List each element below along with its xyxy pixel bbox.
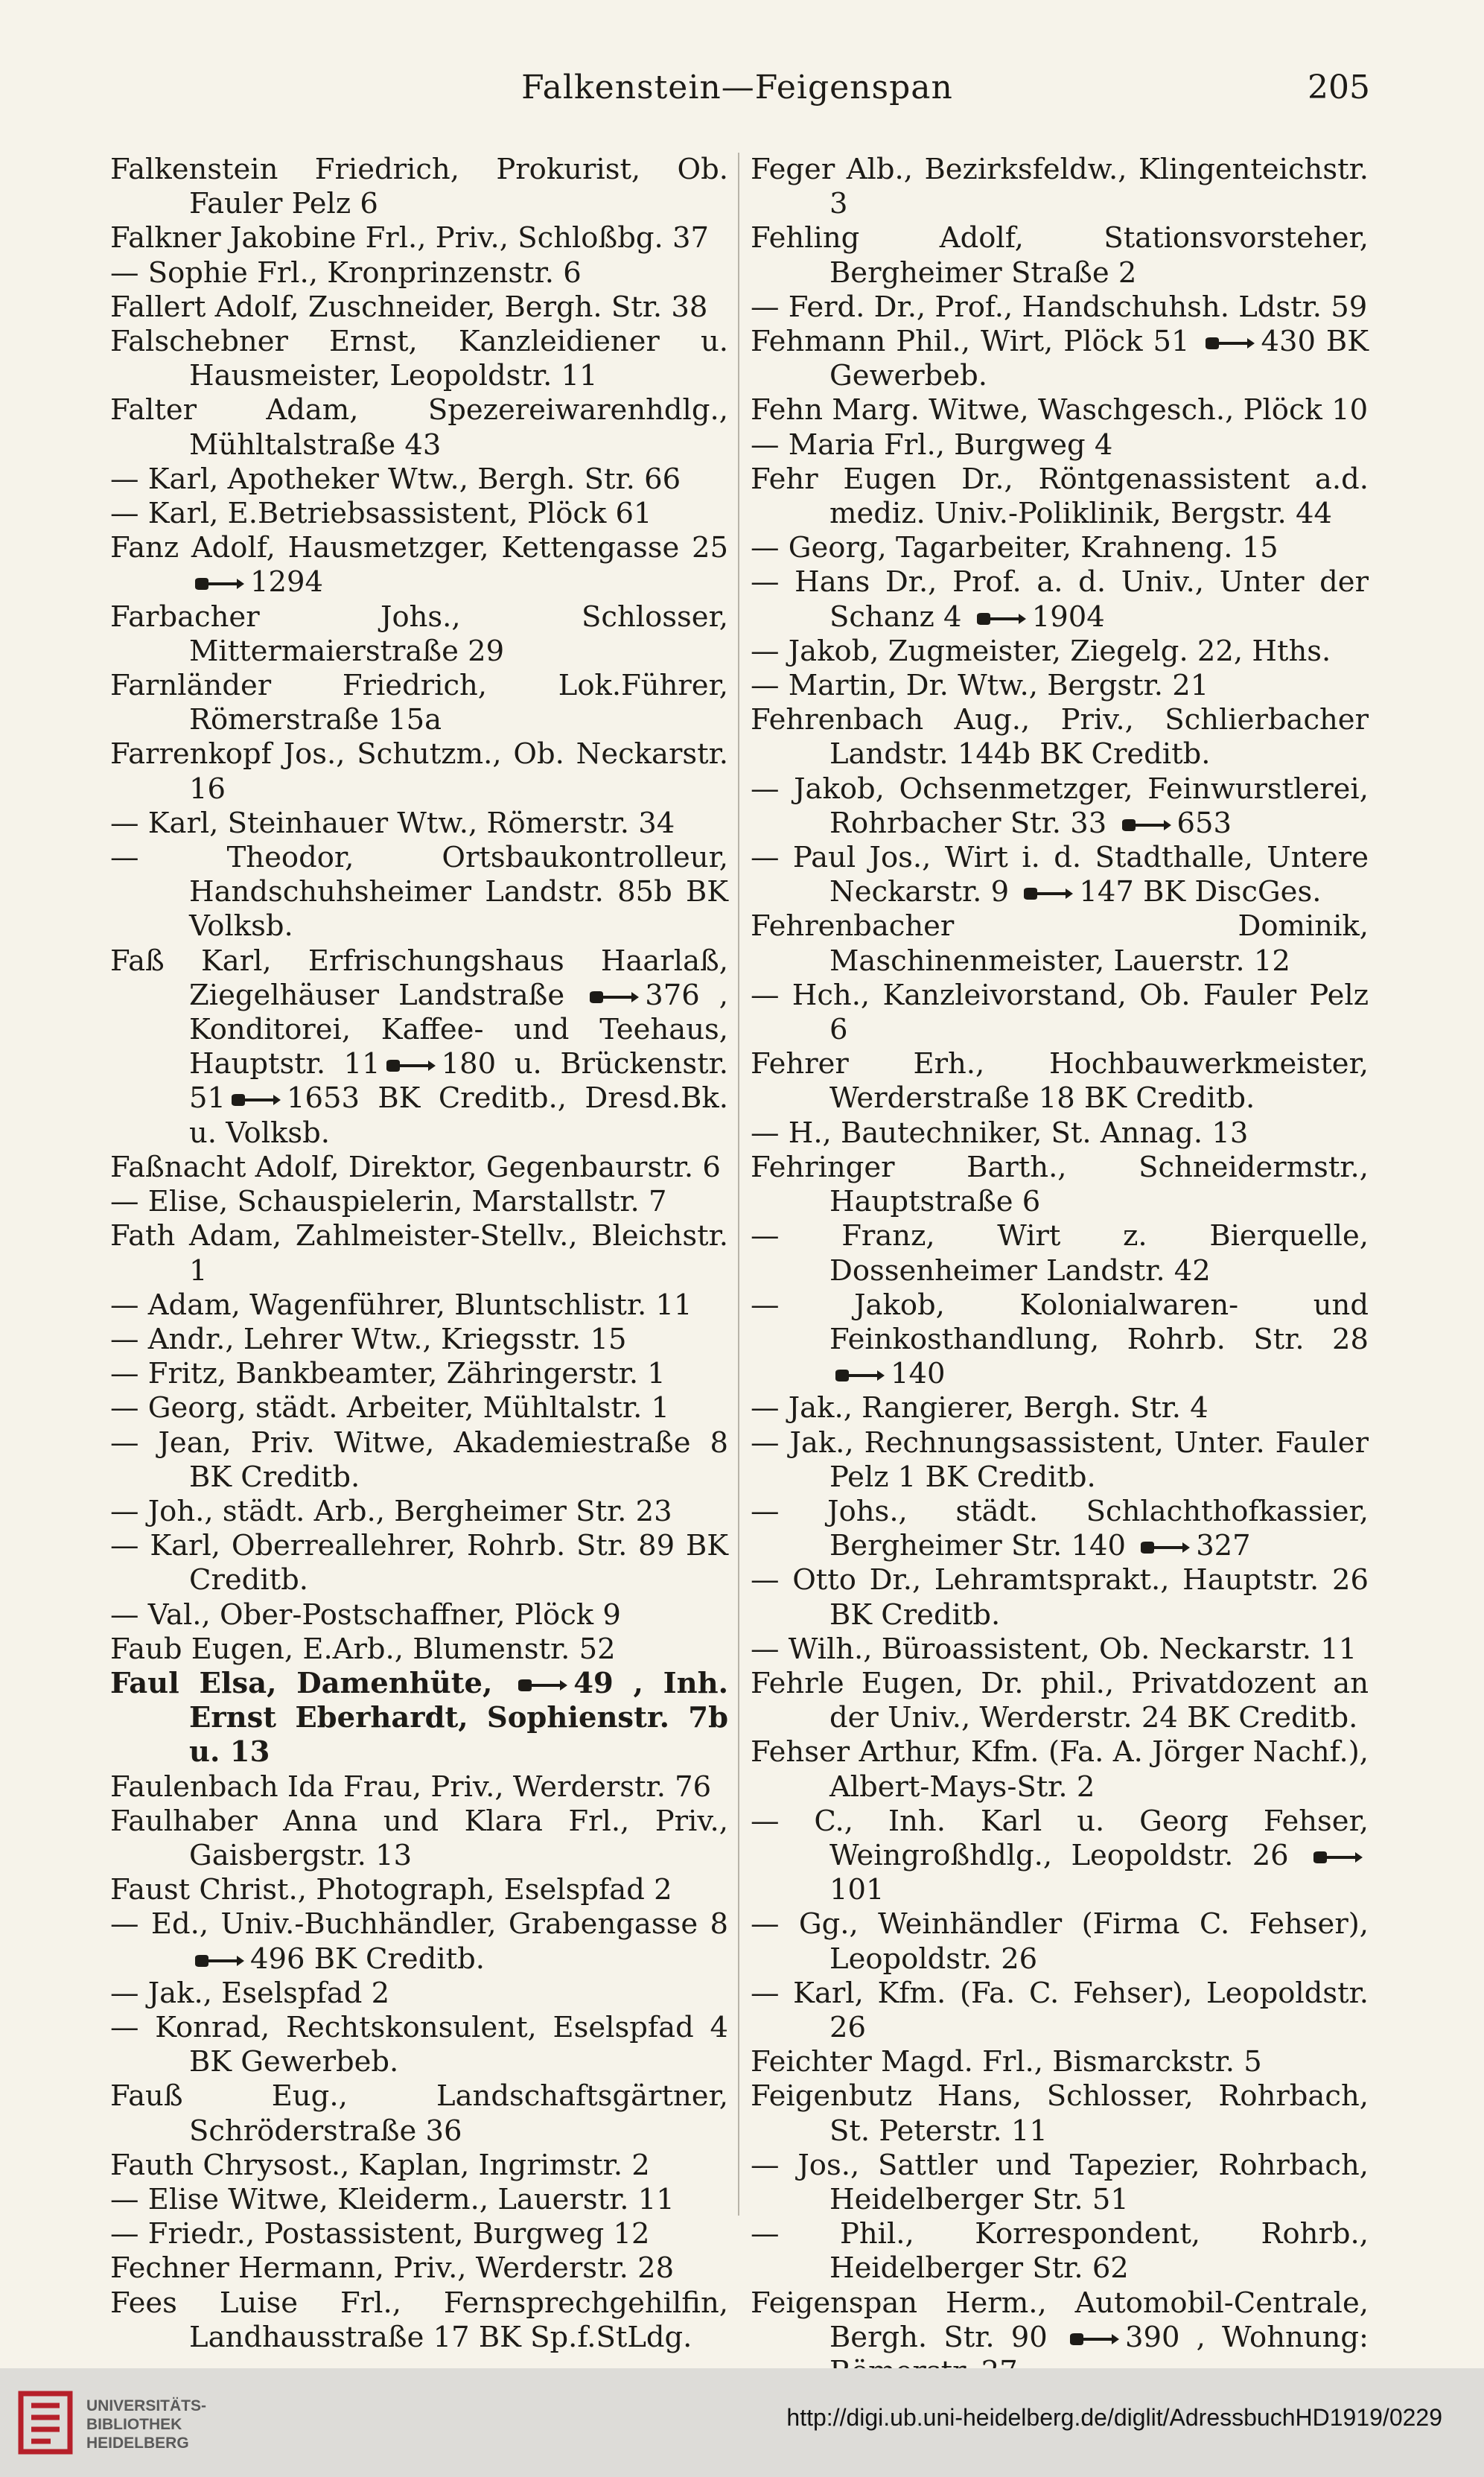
- directory-entry: [751, 1047, 1369, 1116]
- directory-entry: [751, 2217, 1369, 2286]
- directory-entry: [751, 1632, 1369, 1667]
- entry-text: — Jakob, Ochsenmetzger, Feinwurstlerei, Rohrbacher Str. 33: [751, 772, 1369, 840]
- entry-text: — Theodor, Ortsbaukontrolleur, Handschuhsheimer Landstr. 85b BK Volksb.: [110, 841, 728, 944]
- entry-text: — Jos., Sattler und Tapezier, Rohrbach, Heidelberger Str. 51: [751, 2148, 1369, 2216]
- entry-text: — Maria Frl., Burgweg 4: [751, 427, 1113, 462]
- entry-text: Fehser Arthur, Kfm. (Fa. A. Jörger Nachf.), Albert-Mays-Str. 2: [751, 1735, 1369, 1804]
- entry-text: — Ed., Univ.-Buchhändler, Grabengasse 8: [110, 1907, 728, 1942]
- directory-entry: [751, 2045, 1369, 2079]
- entry-text: Feigenspan Herm., Automobil-Centrale, Bergh. Str. 90: [751, 2286, 1369, 2354]
- phone-number: 147: [1079, 875, 1134, 909]
- directory-entry: [751, 1288, 1369, 1392]
- telephone-icon: [1067, 2332, 1122, 2347]
- entry-text: Faulhaber Anna und Klara Frl., Priv., Gaisbergstr. 13: [110, 1804, 728, 1872]
- entry-text: — Andr., Lehrer Wtw., Kriegsstr. 15: [110, 1322, 627, 1356]
- directory-entry: [110, 1357, 728, 1391]
- directory-entry: [751, 1563, 1369, 1632]
- phone-number: 390: [1124, 2320, 1180, 2354]
- entry-text: Falkner Jakobine Frl., Priv., Schloßbg. 37: [110, 221, 709, 255]
- right-column: [751, 153, 1369, 2389]
- entry-text: — Elise, Schauspielerin, Marstallstr. 7: [110, 1185, 667, 1219]
- directory-entry: [751, 1495, 1369, 1563]
- directory-entry: [110, 325, 728, 393]
- entry-text: Fehr Eugen Dr., Röntgenassistent a.d. mediz. Univ.-Poliklinik, Bergstr. 44: [751, 462, 1369, 531]
- phone-number: 1653: [287, 1081, 360, 1116]
- phone-number: 653: [1176, 806, 1232, 840]
- entry-text: Faub Eugen, E.Arb., Blumenstr. 52: [110, 1632, 616, 1666]
- entry-text: — Ferd. Dr., Prof., Handschuhsh. Ldstr. 59: [751, 290, 1368, 324]
- phone-number: 101: [829, 1873, 885, 1907]
- directory-entry: [110, 221, 728, 255]
- entry-text: BK DiscGes.: [1143, 875, 1322, 909]
- directory-entry: [110, 1185, 728, 1219]
- directory-entry: [751, 703, 1369, 772]
- entry-text: Fauß Eug., Landschaftsgärtner, Schröderstraße 36: [110, 2079, 728, 2148]
- entry-text: Fechner Hermann, Priv., Werderstr. 28: [110, 2251, 675, 2286]
- entry-text: — Franz, Wirt z. Bierquelle, Dossenheimer Landstr. 42: [751, 1219, 1369, 1288]
- directory-entry: [751, 772, 1369, 841]
- entry-text: , Konditorei, Kaffee- und Teehaus, Hauptstr. 11: [189, 978, 728, 1081]
- entry-text: Faulenbach Ida Frau, Priv., Werderstr. 76: [110, 1769, 712, 1804]
- entry-text: Fehringer Barth., Schneidermstr., Hauptstraße 6: [751, 1150, 1369, 1219]
- directory-entry: [110, 153, 728, 221]
- entry-text: — Friedr., Postassistent, Burgweg 12: [110, 2217, 650, 2251]
- directory-entry: [110, 2217, 728, 2251]
- phone-number: 1904: [1031, 600, 1105, 634]
- phone-number: 49: [573, 1666, 614, 1700]
- directory-entry: [751, 428, 1369, 462]
- telephone-icon: [1119, 818, 1174, 833]
- entry-text: Fauth Chrysost., Kaplan, Ingrimstr. 2: [110, 2148, 650, 2182]
- directory-entry: [110, 290, 728, 325]
- entry-text: Feger Alb., Bezirksfeldw., Klingenteichstr. 3: [751, 153, 1369, 221]
- entry-text: Fees Luise Frl., Fernsprechgehilfin, Landhausstraße 17 BK Sp.f.StLdg.: [110, 2286, 728, 2354]
- directory-entry: [751, 221, 1369, 290]
- directory-entry: [110, 807, 728, 841]
- entry-text: Fehrle Eugen, Dr. phil., Privatdozent an der Univ., Werderstr. 24 BK Creditb.: [751, 1666, 1369, 1735]
- directory-entry: [751, 1426, 1369, 1495]
- entry-text: BK Gewerbeb.: [829, 325, 1369, 393]
- entry-text: — Fritz, Bankbeamter, Zähringerstr. 1: [110, 1357, 666, 1391]
- directory-entry: [751, 153, 1369, 221]
- entry-text: — Jakob, Kolonialwaren- und Feinkosthandlung, Rohrb. Str. 28: [751, 1288, 1369, 1356]
- directory-entry: [751, 325, 1369, 393]
- library-seal-icon: [15, 2388, 76, 2458]
- telephone-icon: [515, 1678, 570, 1693]
- entry-text: — Val., Ober-Postschaffner, Plöck 9: [110, 1597, 621, 1632]
- directory-entry: [110, 1529, 728, 1597]
- entry-text: — Georg, städt. Arbeiter, Mühltalstr. 1: [110, 1391, 670, 1425]
- entry-text: — Otto Dr., Lehramtsprakt., Hauptstr. 26 BK Creditb.: [751, 1563, 1369, 1632]
- directory-entry: [751, 909, 1369, 978]
- directory-entry: [110, 1873, 728, 1907]
- entry-text: — Jakob, Zugmeister, Ziegelg. 22, Hths.: [751, 634, 1331, 668]
- directory-entry: [110, 393, 728, 462]
- entry-text: Fehrenbacher Dominik, Maschinenmeister, Lauerstr. 12: [751, 909, 1369, 978]
- directory-entry: [751, 1116, 1369, 1151]
- telephone-icon: [1311, 1850, 1366, 1865]
- telephone-icon: [587, 990, 642, 1005]
- directory-entry: [751, 462, 1369, 531]
- directory-entry: [110, 462, 728, 497]
- telephone-icon: [192, 576, 247, 591]
- directory-entry: [110, 2251, 728, 2286]
- directory-entry: [751, 531, 1369, 565]
- entry-text: Fehling Adolf, Stationsvorsteher, Bergheimer Straße 2: [751, 221, 1369, 290]
- directory-entry: [751, 669, 1369, 703]
- directory-entry: [110, 1151, 728, 1185]
- directory-entry: [751, 1977, 1369, 2045]
- telephone-icon: [1138, 1540, 1193, 1555]
- entry-text: Fath Adam, Zahlmeister-Stellv., Bleichstr. 1: [110, 1219, 728, 1288]
- entry-text: — Konrad, Rechtskonsulent, Eselspfad 4 BK Gewerbeb.: [110, 2010, 728, 2079]
- entry-text: Faßnacht Adolf, Direktor, Gegenbaurstr. 6: [110, 1150, 721, 1184]
- directory-entry: [110, 497, 728, 531]
- entry-text: — Martin, Dr. Wtw., Bergstr. 21: [751, 669, 1209, 703]
- directory-entry: [751, 2079, 1369, 2148]
- entry-text: — Joh., städt. Arb., Bergheimer Str. 23: [110, 1494, 672, 1528]
- entry-text: — Gg., Weinhändler (Firma C. Fehser), Leopoldstr. 26: [751, 1907, 1369, 1976]
- telephone-icon: [229, 1093, 284, 1107]
- directory-entry: [751, 1391, 1369, 1425]
- entry-text: Feigenbutz Hans, Schlosser, Rohrbach, St. Peterstr. 11: [751, 2079, 1369, 2148]
- directory-entry: [751, 979, 1369, 1047]
- directory-entry: [751, 635, 1369, 669]
- directory-entry: [110, 2149, 728, 2183]
- directory-entry: [110, 669, 728, 737]
- phone-number: 140: [891, 1357, 946, 1391]
- telephone-icon: [383, 1058, 439, 1073]
- entry-text: — Jak., Rangierer, Bergh. Str. 4: [751, 1391, 1208, 1425]
- page-number: 205: [1308, 69, 1370, 106]
- directory-entry: [110, 1495, 728, 1529]
- telephone-icon: [1203, 336, 1258, 351]
- footer-bar: [0, 2368, 1484, 2477]
- entry-text: — Georg, Tagarbeiter, Krahneng. 15: [751, 531, 1278, 565]
- directory-entry: [110, 1391, 728, 1425]
- library-name: UNIVERSITÄTS- BIBLIOTHEK HEIDELBERG: [86, 2397, 207, 2452]
- entry-text: — Hch., Kanzleivorstand, Ob. Fauler Pelz 6: [751, 978, 1369, 1047]
- directory-entry: [110, 1219, 728, 1288]
- entry-text: Fehrenbach Aug., Priv., Schlierbacher Landstr. 144b BK Creditb.: [751, 703, 1369, 772]
- entry-text: — H., Bautechniker, St. Annag. 13: [751, 1116, 1249, 1150]
- entry-text: Feichter Magd. Frl., Bismarckstr. 5: [751, 2045, 1262, 2079]
- library-logo[interactable]: [15, 2388, 298, 2459]
- entry-text: Falter Adam, Spezereiwarenhdlg., Mühltalstraße 43: [110, 393, 728, 462]
- telephone-icon: [832, 1368, 888, 1383]
- entry-text: Farnländer Friedrich, Lok.Führer, Römerstraße 15a: [110, 669, 728, 737]
- directory-entry: [751, 290, 1369, 325]
- directory-entry: [751, 1667, 1369, 1735]
- directory-entry: [751, 1805, 1369, 1908]
- phone-number: 496: [250, 1942, 305, 1976]
- entry-text: BK Creditb.: [313, 1942, 485, 1976]
- entry-text: — Paul Jos., Wirt i. d. Stadthalle, Untere Neckarstr. 9: [751, 841, 1369, 909]
- entry-text: — Elise Witwe, Kleiderm., Lauerstr. 11: [110, 2182, 675, 2216]
- entry-text: — Jak., Rechnungsassistent, Unter. Fauler Pelz 1 BK Creditb.: [751, 1425, 1369, 1494]
- directory-entry: [110, 2183, 728, 2217]
- entry-text: — Phil., Korrespondent, Rohrb., Heidelberger Str. 62: [751, 2217, 1369, 2286]
- entry-text: Fehn Marg. Witwe, Waschgesch., Plöck 10: [751, 393, 1369, 427]
- directory-entry: [110, 1323, 728, 1357]
- phone-number: 327: [1196, 1529, 1251, 1563]
- directory-entry: [751, 565, 1369, 634]
- entry-text: Fehrer Erh., Hochbauwerkmeister, Werderstraße 18 BK Creditb.: [751, 1047, 1369, 1116]
- telephone-icon: [192, 1953, 247, 1968]
- telephone-icon: [1021, 886, 1076, 901]
- entry-text: — Karl, Steinhauer Wtw., Römerstr. 34: [110, 806, 675, 840]
- entry-text: Faust Christ., Photograph, Eselspfad 2: [110, 1873, 672, 1907]
- directory-entry: [751, 841, 1369, 909]
- entry-text: Farbacher Johs., Schlosser, Mittermaierstraße 29: [110, 600, 728, 668]
- entry-text: Faul Elsa, Damenhüte,: [110, 1666, 493, 1700]
- directory-entry: [110, 256, 728, 290]
- entry-text: — Adam, Wagenführer, Bluntschlistr. 11: [110, 1288, 692, 1322]
- column-divider: [738, 153, 739, 2216]
- phone-number: 180: [441, 1047, 497, 1081]
- directory-entry: [110, 1598, 728, 1632]
- entry-text: — Karl, Oberreallehrer, Rohrb. Str. 89 BK Creditb.: [110, 1529, 728, 1597]
- directory-entry: [110, 944, 728, 1151]
- directory-entry: [110, 737, 728, 806]
- page-title: Falkenstein—Feigenspan: [521, 69, 953, 106]
- left-column: [110, 153, 728, 2355]
- entry-text: Fallert Adolf, Zuschneider, Bergh. Str. 38: [110, 290, 708, 324]
- entry-text: — Wilh., Büroassistent, Ob. Neckarstr. 11: [751, 1632, 1357, 1666]
- directory-entry: [110, 1667, 728, 1770]
- directory-entry: [110, 1770, 728, 1805]
- entry-text: — Jak., Eselspfad 2: [110, 1976, 390, 2010]
- directory-entry: [110, 2011, 728, 2079]
- entry-text: Faß Karl, Erfrischungshaus Haarlaß, Ziegelhäuser Landstraße: [110, 944, 728, 1012]
- directory-entry: [110, 1632, 728, 1667]
- directory-entry: [751, 1219, 1369, 1288]
- directory-entry: [751, 2149, 1369, 2217]
- directory-entry: [110, 531, 728, 600]
- page-header: [104, 69, 1370, 121]
- entry-text: , Inh. Ernst Eberhardt, Sophienstr. 7b u. 13: [189, 1666, 729, 1769]
- directory-entry: [751, 393, 1369, 427]
- entry-text: Falschebner Ernst, Kanzleidiener u. Hausmeister, Leopoldstr. 11: [110, 325, 728, 393]
- directory-entry: [110, 1977, 728, 2011]
- entry-text: — Hans Dr., Prof. a. d. Univ., Unter der Schanz 4: [751, 565, 1369, 634]
- entry-text: Farrenkopf Jos., Schutzm., Ob. Neckarstr. 16: [110, 737, 728, 806]
- directory-entry: [110, 1288, 728, 1323]
- phone-number: 376: [645, 978, 700, 1012]
- directory-entry: [110, 841, 728, 944]
- entry-text: BK Creditb., Dresd.Bk. u. Volksb.: [189, 1081, 728, 1150]
- entry-text: , Wohnung:: [1196, 2320, 1369, 2354]
- directory-entry: [110, 2079, 728, 2148]
- directory-entry: [751, 1151, 1369, 1219]
- directory-entry: [110, 1805, 728, 1873]
- phone-number: 1294: [250, 565, 323, 600]
- entry-text: — Karl, Kfm. (Fa. C. Fehser), Leopoldstr. 26: [751, 1976, 1369, 2044]
- directory-entry: [110, 600, 728, 669]
- phone-number: 430: [1261, 325, 1316, 359]
- entry-text: — Karl, E.Betriebsassistent, Plöck 61: [110, 497, 652, 531]
- directory-entry: [110, 1426, 728, 1495]
- directory-entry: [751, 1907, 1369, 1976]
- entry-text: — C., Inh. Karl u. Georg Fehser, Weingroßhdlg., Leopoldstr. 26: [751, 1804, 1369, 1872]
- source-url[interactable]: http://digi.ub.uni-heidelberg.de/diglit/AdressbuchHD1919/0229: [786, 2404, 1442, 2431]
- entry-text: — Karl, Apotheker Wtw., Bergh. Str. 66: [110, 462, 681, 496]
- directory-entry: [110, 2286, 728, 2355]
- entry-text: Fanz Adolf, Hausmetzger, Kettengasse 25: [110, 531, 728, 565]
- directory-entry: [110, 1907, 728, 1976]
- directory-entry: [751, 1735, 1369, 1804]
- telephone-icon: [974, 611, 1029, 626]
- entry-text: — Johs., städt. Schlachthofkassier, Bergheimer Str. 140: [751, 1494, 1369, 1563]
- entry-text: — Jean, Priv. Witwe, Akademiestraße 8 BK Creditb.: [110, 1425, 728, 1494]
- entry-text: — Sophie Frl., Kronprinzenstr. 6: [110, 255, 582, 290]
- entry-text: Fehmann Phil., Wirt, Plöck 51: [751, 325, 1190, 359]
- entry-text: u. Brückenstr. 51: [189, 1047, 728, 1116]
- entry-text: Falkenstein Friedrich, Prokurist, Ob. Fauler Pelz 6: [110, 153, 728, 221]
